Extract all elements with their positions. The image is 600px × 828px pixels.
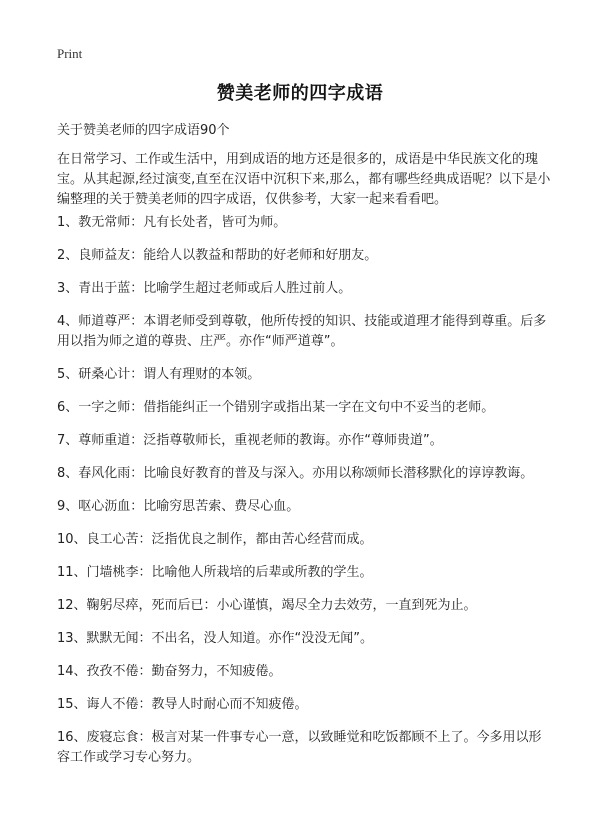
idiom-entry-11: 11、门墙桃李：比喻他人所栽培的后辈或所教的学生。: [57, 565, 373, 580]
idiom-entry-6: 6、一字之师：借指能纠正一个错别字或指出某一字在文句中不妥当的老师。: [57, 400, 495, 415]
idiom-entry-12: 12、鞠躬尽瘁，死而后已：小心谨慎，竭尽全力去效劳，一直到死为止。: [57, 598, 477, 613]
idiom-entry-5: 5、研桑心计：谓人有理财的本领。: [57, 367, 261, 382]
print-link[interactable]: Print: [57, 46, 83, 61]
idiom-entry-7: 7、尊师重道：泛指尊敬师长，重视老师的教诲。亦作“尊师贵道”。: [57, 433, 443, 448]
intro-paragraph: 在日常学习、工作或生活中，用到成语的地方还是很多的，成语是中华民族文化的瑰宝。从其起源,经过演变,直至在汉语中沉积下来,那么，都有哪些经典成语呢？以下是小编整理的关于赞美老师的四字成语，仅供参考，大家一起来看看吧。: [57, 152, 551, 207]
idiom-entry-3: 3、青出于蓝：比喻学生超过老师或后人胜过前人。: [57, 281, 352, 296]
idiom-entry-8: 8、春风化雨：比喻良好教育的普及与深入。亦用以称颂师长潜移默化的谆谆教诲。: [57, 466, 534, 481]
subtitle: 关于赞美老师的四字成语90个: [57, 123, 230, 138]
idiom-entry-2: 2、良师益友：能给人以教益和帮助的好老师和好朋友。: [57, 248, 378, 263]
idiom-entry-1: 1、教无常师：凡有长处者，皆可为师。: [57, 215, 287, 230]
idiom-entry-10: 10、良工心苦：泛指优良之制作，都由苦心经营而成。: [57, 532, 373, 547]
idiom-entry-14: 14、孜孜不倦：勤奋努力，不知疲倦。: [57, 664, 282, 679]
idiom-entry-15: 15、诲人不倦：教导人时耐心而不知疲倦。: [57, 697, 308, 712]
idiom-entry-9: 9、呕心沥血：比喻穷思苦索、费尽心血。: [57, 499, 300, 514]
page-title: 赞美老师的四字成语: [216, 83, 384, 104]
idiom-list: [57, 213, 552, 781]
idiom-entry-4: 4、师道尊严：本谓老师受到尊敬，他所传授的知识、技能或道理才能得到尊重。后多用以指为师之道的尊贵、庄严。亦作“师严道尊”。: [57, 314, 547, 349]
idiom-entry-16: 16、废寝忘食：极言对某一件事专心一意，以致睡觉和吃饭都顾不上了。今多用以形容工作或学习专心努力。: [57, 730, 542, 765]
idiom-entry-13: 13、默默无闻：不出名，没人知道。亦作“没没无闻”。: [57, 631, 374, 646]
